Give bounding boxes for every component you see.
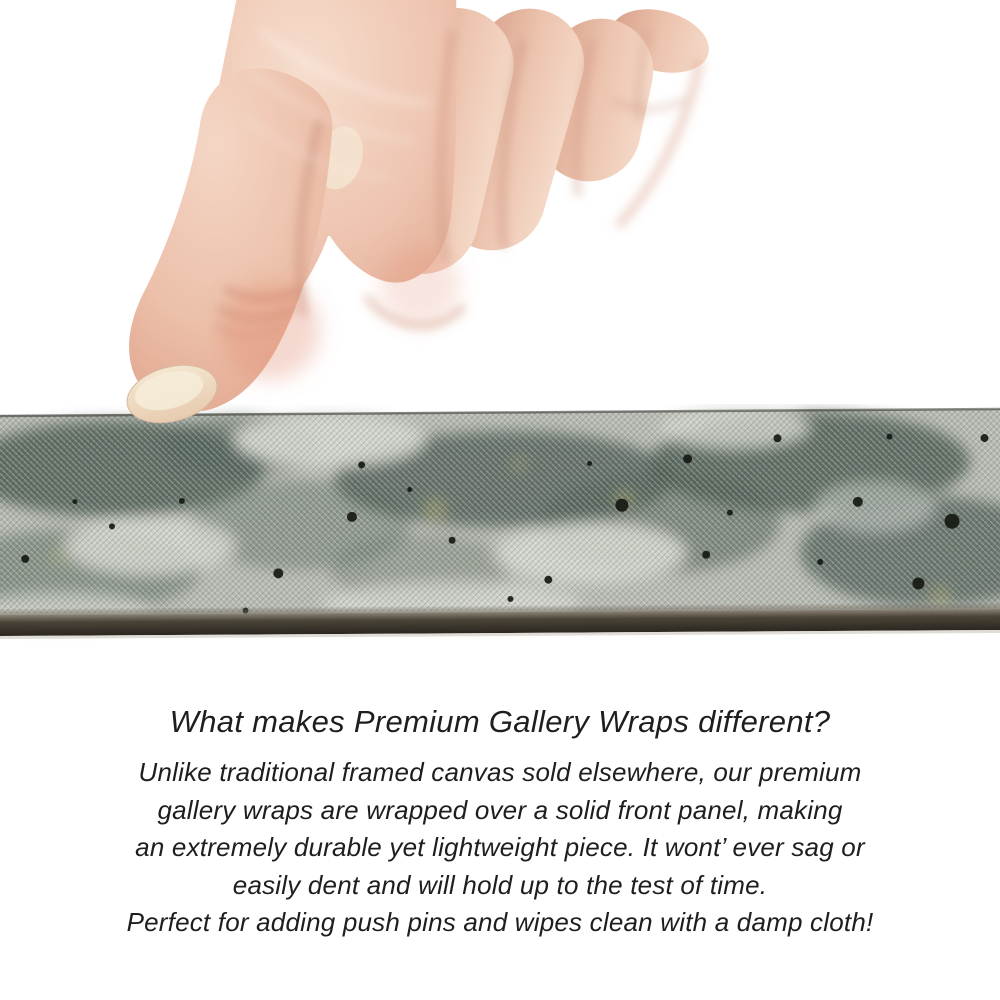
headline: What makes Premium Gallery Wraps different? [169, 704, 831, 739]
body-line: an extremely durable yet lightweight piece. It wont’ ever sag or [135, 832, 865, 863]
body-line: gallery wraps are wrapped over a solid front panel, making [157, 794, 843, 825]
body-line: Unlike traditional framed canvas sold elsewhere, our premium [138, 757, 862, 787]
body-line: Perfect for adding push pins and wipes clean with a damp cloth! [126, 907, 874, 938]
body-line: easily dent and will hold up to the test of time. [232, 869, 768, 900]
hand-pressing-thumb [0, 0, 1000, 460]
marketing-copy [0, 701, 1000, 942]
